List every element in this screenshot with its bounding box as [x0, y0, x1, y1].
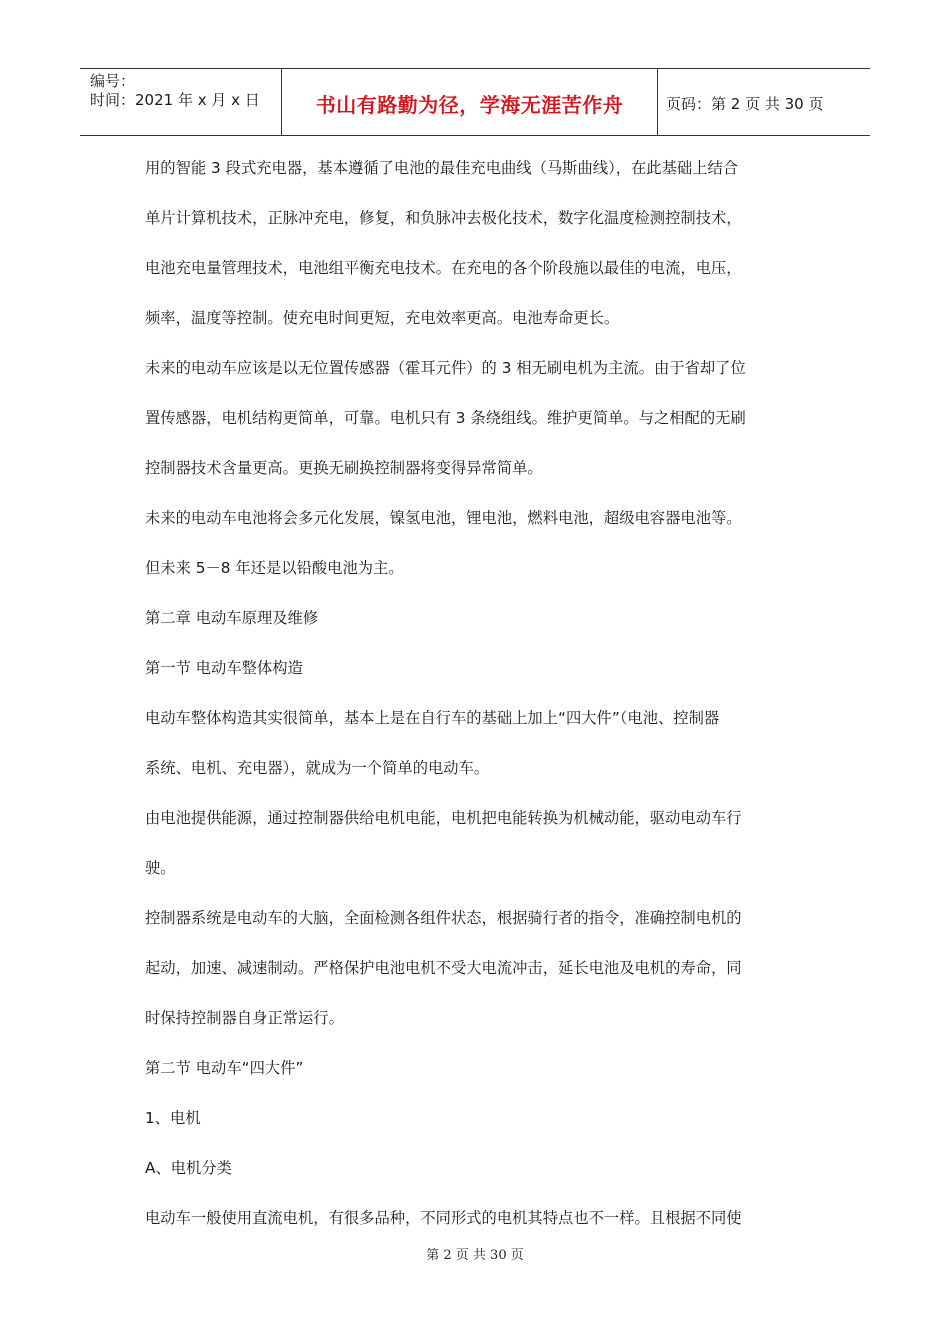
body-line: 电池充电量管理技术，电池组平衡充电技术。在充电的各个阶段施以最佳的电流，电压，: [145, 259, 742, 277]
body-line: 单片计算机技术，正脉冲充电，修复，和负脉冲去极化技术，数字化温度检测控制技术，: [145, 209, 742, 227]
header-meta: [80, 69, 282, 135]
body-line: 控制器系统是电动车的大脑，全面检测各组件状态，根据骑行者的指令，准确控制电机的: [145, 909, 742, 927]
header-motto: 书山有路勤为径，学海无涯苦作舟: [282, 69, 658, 135]
body-line: 驶。: [145, 859, 176, 877]
body-line: 未来的电动车应该是以无位置传感器（霍耳元件）的 3 相无刷电机为主流。由于省却了位: [145, 359, 746, 377]
body-line: 未来的电动车电池将会多元化发展，镍氢电池，锂电池，燃料电池，超级电容器电池等。: [145, 509, 742, 527]
body-line: 控制器技术含量更高。更换无刷换控制器将变得异常简单。: [145, 459, 543, 477]
body-line: 但未来 5－8 年还是以铅酸电池为主。: [145, 559, 404, 577]
serial-label: 编号：: [90, 72, 136, 90]
page-footer: 第 2 页 共 30 页: [426, 1248, 524, 1263]
body-line: 系统、电机、充电器），就成为一个简单的电动车。: [145, 759, 490, 777]
body-line: 由电池提供能源，通过控制器供给电机电能，电机把电能转换为机械动能，驱动电动车行: [145, 809, 742, 827]
time-label: 时间：2021 年 x 月 x 日: [90, 91, 260, 109]
section-heading: 第一节 电动车整体构造: [145, 659, 303, 677]
body-line: 起动，加速、减速制动。严格保护电池电机不受大电流冲击，延长电池及电机的寿命，同: [145, 959, 742, 977]
subsection-heading: A、电机分类: [145, 1159, 232, 1177]
document-header: [80, 68, 870, 136]
body-line: 频率，温度等控制。使充电时间更短，充电效率更高。电池寿命更长。: [145, 309, 620, 327]
chapter-heading: 第二章 电动车原理及维修: [145, 609, 319, 627]
subsection-heading: 1、电机: [145, 1109, 201, 1127]
body-line: 时保持控制器自身正常运行。: [145, 1009, 344, 1027]
body-line: 电动车一般使用直流电机，有很多品种，不同形式的电机其特点也不一样。且根据不同使: [145, 1209, 742, 1227]
section-heading: 第二节 电动车“四大件”: [145, 1059, 304, 1077]
body-line: 电动车整体构造其实很简单，基本上是在自行车的基础上加上“四大件”（电池、控制器: [145, 709, 720, 727]
document-body: [145, 156, 810, 1230]
body-line: 用的智能 3 段式充电器，基本遵循了电池的最佳充电曲线（马斯曲线），在此基础上结合: [145, 159, 739, 177]
header-page-info: 页码：第 2 页 共 30 页: [666, 94, 824, 113]
body-line: 置传感器，电机结构更简单，可靠。电机只有 3 条绕组线。维护更简单。与之相配的无刷: [145, 409, 746, 427]
